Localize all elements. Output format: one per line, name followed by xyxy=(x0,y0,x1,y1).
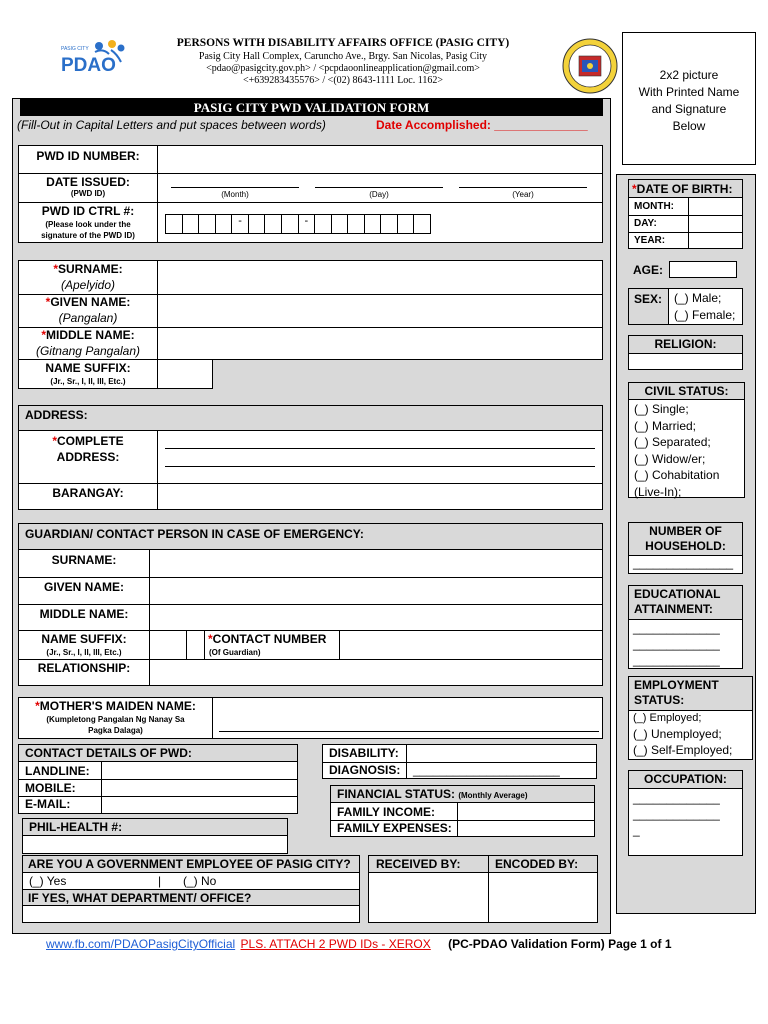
guardian-given-label: GIVEN NAME: xyxy=(43,580,124,594)
middle-name-label: MIDDLE NAME: xyxy=(46,328,135,342)
landline-input[interactable] xyxy=(102,763,298,779)
employment-block xyxy=(628,676,753,760)
guardian-block xyxy=(18,523,603,631)
city-seal-icon xyxy=(562,38,618,94)
form-instructions: (Fill-Out in Capital Letters and put spaces between words) xyxy=(17,118,326,132)
given-name-local: (Pangalan) xyxy=(58,311,118,325)
facebook-link[interactable]: www.fb.com/PDAOPasigCityOfficial xyxy=(46,937,236,951)
contact-number-label: CONTACT NUMBER xyxy=(212,632,327,646)
financial-block xyxy=(330,785,595,837)
mother-maiden-label: MOTHER'S MAIDEN NAME: xyxy=(39,699,196,713)
household-block xyxy=(628,522,743,574)
civil-option-single[interactable]: (_) Single; xyxy=(634,402,689,416)
photo-box-line-1: 2x2 picture xyxy=(659,68,719,82)
ctrl-box[interactable] xyxy=(347,214,365,234)
name-suffix-label: NAME SUFFIX: xyxy=(45,361,131,375)
office-title: PERSONS WITH DISABILITY AFFAIRS OFFICE (PASIG CITY) xyxy=(176,37,510,49)
sex-label: SEX: xyxy=(634,292,663,306)
ctrl-box[interactable] xyxy=(198,214,216,234)
required-star: * xyxy=(35,699,40,713)
required-star: * xyxy=(208,632,213,646)
gov-department-input[interactable] xyxy=(23,907,359,922)
diagnosis-input[interactable]: ______________________ xyxy=(413,763,560,777)
gov-no-option[interactable]: (_) No xyxy=(183,874,217,888)
guardian-surname-label: SURNAME: xyxy=(51,553,117,567)
dob-day-label: DAY: xyxy=(634,218,657,229)
religion-label: RELIGION: xyxy=(629,336,742,354)
education-block xyxy=(628,585,743,669)
contact-details-header: CONTACT DETAILS OF PWD: xyxy=(25,746,192,760)
household-input[interactable]: _______________ xyxy=(633,556,734,570)
pdao-logo-small: PASIG CITY xyxy=(61,46,89,52)
gov-employee-block xyxy=(22,855,360,923)
required-star: * xyxy=(45,295,51,309)
email-input[interactable] xyxy=(102,797,298,813)
education-label-1: EDUCATIONAL xyxy=(634,587,721,601)
date-accomplished[interactable]: Date Accomplished: ______________ xyxy=(376,118,588,132)
photo-box-line-4: Below xyxy=(672,119,706,133)
photo-box xyxy=(622,32,756,165)
ctrl-box[interactable] xyxy=(281,214,299,234)
occupation-line-1[interactable]: _____________ xyxy=(633,791,720,805)
pwd-id-ctrl-sub2: signature of the PWD ID) xyxy=(41,231,135,240)
mother-maiden-input[interactable] xyxy=(213,698,603,738)
given-name-label: GIVEN NAME: xyxy=(50,295,131,309)
middle-name-local: (Gitnang Pangalan) xyxy=(35,344,141,358)
occupation-line-2[interactable]: _____________ xyxy=(633,807,720,821)
age-label: AGE: xyxy=(633,263,663,277)
guardian-suffix-label: NAME SUFFIX: xyxy=(41,632,127,646)
form-title: PASIG CITY PWD VALIDATION FORM xyxy=(20,99,603,116)
contact-details-block xyxy=(18,744,298,814)
relationship-row xyxy=(18,659,603,686)
dob-label: DATE OF BIRTH: xyxy=(636,182,733,196)
barangay-label: BARANGAY: xyxy=(52,486,124,500)
ctrl-box[interactable] xyxy=(314,214,332,234)
pdao-logo-icon xyxy=(55,38,133,80)
employment-self-option[interactable]: (_) Self-Employed; xyxy=(633,743,733,757)
attach-ids-note: PLS. ATTACH 2 PWD IDs - XEROX xyxy=(240,937,431,951)
employment-employed-option[interactable]: (_) Employed; xyxy=(633,712,702,724)
dob-year-label: YEAR: xyxy=(634,235,666,246)
barangay-input[interactable] xyxy=(158,484,603,510)
religion-input[interactable] xyxy=(629,355,742,369)
philhealth-row xyxy=(22,818,288,854)
contact-number-sub: (Of Guardian) xyxy=(209,648,261,657)
employment-label-2: STATUS: xyxy=(634,693,685,707)
education-line-3[interactable]: _____________ xyxy=(633,653,720,667)
office-phone: <+639283435576> / <(02) 8643-1111 Loc. 1162> xyxy=(242,75,444,86)
civil-status-label: CIVIL STATUS: xyxy=(629,383,744,400)
occupation-block xyxy=(628,770,743,856)
education-line-1[interactable]: _____________ xyxy=(633,621,720,635)
ctrl-box[interactable] xyxy=(380,214,398,234)
required-star: * xyxy=(53,262,58,276)
disability-label: DISABILITY: xyxy=(329,746,399,760)
contact-number-input[interactable] xyxy=(339,630,603,660)
occupation-label: OCCUPATION: xyxy=(629,771,742,789)
household-label-2: HOUSEHOLD: xyxy=(645,539,726,553)
sex-block xyxy=(628,288,743,325)
dob-year-input[interactable] xyxy=(689,233,742,249)
age-input[interactable] xyxy=(669,261,737,278)
guardian-surname-input[interactable] xyxy=(150,551,602,577)
gov-department-label: IF YES, WHAT DEPARTMENT/ OFFICE? xyxy=(28,891,252,905)
employment-unemployed-option[interactable]: (_) Unemployed; xyxy=(633,727,722,741)
date-issued-day[interactable]: (Day) xyxy=(369,190,389,199)
guardian-middle-label: MIDDLE NAME: xyxy=(39,607,129,621)
family-expenses-input[interactable] xyxy=(458,821,594,837)
guardian-suffix-input[interactable] xyxy=(150,631,186,659)
sex-male-option[interactable]: (_) Male; xyxy=(674,291,722,305)
received-encoded-block xyxy=(368,855,598,923)
required-star: * xyxy=(52,434,57,448)
pwd-id-ctrl-label: PWD ID CTRL #: xyxy=(41,204,135,218)
guardian-header: GUARDIAN/ CONTACT PERSON IN CASE OF EMERGENCY: xyxy=(25,527,364,541)
mother-maiden-sub1: (Kumpletong Pangalan Ng Nanay Sa xyxy=(46,715,185,724)
pasig-city-seal xyxy=(562,38,618,94)
mobile-input[interactable] xyxy=(102,780,298,796)
religion-block xyxy=(628,335,743,370)
ctrl-box[interactable] xyxy=(165,214,183,234)
name-suffix-row xyxy=(18,359,213,389)
ctrl-box[interactable] xyxy=(397,214,415,234)
pwd-id-ctrl-boxes[interactable] xyxy=(165,214,431,232)
ctrl-dash: - xyxy=(298,214,316,234)
ctrl-box[interactable] xyxy=(413,214,431,234)
occupation-line-3[interactable]: _ xyxy=(633,823,640,837)
dob-month-input[interactable] xyxy=(689,199,742,215)
philhealth-input[interactable] xyxy=(23,837,287,853)
name-suffix-sub: (Jr., Sr., I, II, III, Etc.) xyxy=(50,377,126,386)
family-income-input[interactable] xyxy=(458,804,594,820)
received-by-label: RECEIVED BY: xyxy=(376,857,461,871)
address-block xyxy=(18,405,603,510)
pwd-id-ctrl-sub1: (Please look under the xyxy=(45,220,131,229)
mother-maiden-sub2: Pagka Dalaga) xyxy=(88,726,143,735)
received-by-input[interactable] xyxy=(369,874,488,922)
relationship-label: RELATIONSHIP: xyxy=(37,661,131,675)
middle-name-input[interactable] xyxy=(158,328,603,360)
financial-header-sub: (Monthly Average) xyxy=(458,791,528,800)
civil-option-separated[interactable]: (_) Separated; xyxy=(634,435,711,449)
ctrl-box[interactable] xyxy=(364,214,382,234)
employment-label-1: EMPLOYMENT xyxy=(634,678,719,692)
disability-input[interactable] xyxy=(407,745,597,762)
name-block xyxy=(18,260,603,360)
ctrl-box[interactable] xyxy=(215,214,233,234)
encoded-by-input[interactable] xyxy=(489,874,597,922)
family-expenses-label: FAMILY EXPENSES: xyxy=(337,821,452,835)
civil-option-live-in: (Live-In); xyxy=(634,484,682,499)
given-name-input[interactable] xyxy=(158,295,603,327)
disability-block xyxy=(322,744,597,779)
landline-label: LANDLINE: xyxy=(25,764,90,778)
dob-block xyxy=(628,179,743,249)
civil-option-cohabitation[interactable]: (_) Cohabitation xyxy=(634,468,720,482)
guardian-suffix-sub: (Jr., Sr., I, II, III, Etc.) xyxy=(46,648,122,657)
guardian-given-input[interactable] xyxy=(150,578,602,604)
civil-option-married[interactable]: (_) Married; xyxy=(634,418,697,433)
pdao-logo xyxy=(55,38,133,80)
photo-box-line-3: and Signature xyxy=(651,102,727,116)
household-label-1: NUMBER OF xyxy=(649,524,722,538)
date-issued-sub: (PWD ID) xyxy=(70,189,106,198)
complete-address-label-1: COMPLETE xyxy=(57,434,124,448)
education-label-2: ATTAINMENT: xyxy=(634,602,713,616)
gov-yes-option[interactable]: (_) Yes xyxy=(29,874,67,888)
pwd-id-number-input[interactable] xyxy=(158,146,603,173)
gov-employee-question: ARE YOU A GOVERNMENT EMPLOYEE OF PASIG CITY? xyxy=(28,857,351,871)
encoded-by-label: ENCODED BY: xyxy=(495,857,579,871)
email-label: E-MAIL: xyxy=(25,797,71,811)
surname-input[interactable] xyxy=(158,261,603,294)
ctrl-box[interactable] xyxy=(331,214,349,234)
office-email: <pdao@pasigcity.gov.ph> / <pcpdaoonlineapplication@gmail.com> xyxy=(206,63,480,74)
family-income-label: FAMILY INCOME: xyxy=(337,805,436,819)
relationship-input[interactable] xyxy=(150,660,602,685)
financial-header: FINANCIAL STATUS: xyxy=(337,787,455,801)
complete-address-input[interactable] xyxy=(158,432,603,483)
complete-address-label-2: ADDRESS: xyxy=(56,450,120,464)
ctrl-dash: - xyxy=(231,214,249,234)
surname-local: (Apelyido) xyxy=(60,278,116,292)
philhealth-label: PHIL-HEALTH #: xyxy=(29,820,123,834)
education-line-2[interactable]: _____________ xyxy=(633,637,720,651)
pwd-id-number-label: PWD ID NUMBER: xyxy=(36,149,140,163)
date-issued-month[interactable]: (Month) xyxy=(221,190,249,199)
required-star: * xyxy=(632,182,637,196)
ctrl-box[interactable] xyxy=(182,214,200,234)
date-issued-label: DATE ISSUED: xyxy=(46,175,130,189)
ctrl-box[interactable] xyxy=(248,214,266,234)
guardian-suffix-row xyxy=(18,630,340,660)
address-header: ADDRESS: xyxy=(25,408,88,422)
office-address: Pasig City Hall Complex, Caruncho Ave., Brgy. San Nicolas, Pasig City xyxy=(198,51,488,62)
civil-status-block xyxy=(628,382,745,498)
pwd-id-block xyxy=(18,145,603,243)
dob-month-label: MONTH: xyxy=(634,201,674,212)
sex-female-option[interactable]: (_) Female; xyxy=(674,308,736,322)
guardian-middle-input[interactable] xyxy=(150,605,602,631)
civil-option-widow[interactable]: (_) Widow/er; xyxy=(634,451,706,466)
ctrl-box[interactable] xyxy=(264,214,282,234)
mother-maiden-row xyxy=(18,697,603,739)
diagnosis-label: DIAGNOSIS: xyxy=(329,763,401,777)
pdao-logo-text: PDAO xyxy=(61,55,116,76)
photo-box-line-2: With Printed Name xyxy=(638,85,740,99)
page-indicator: (PC-PDAO Validation Form) Page 1 of 1 xyxy=(448,937,672,951)
mobile-label: MOBILE: xyxy=(25,781,76,795)
name-suffix-input[interactable] xyxy=(158,360,213,388)
required-star: * xyxy=(41,328,46,342)
gov-option-separator: | xyxy=(158,874,162,888)
dob-day-input[interactable] xyxy=(689,216,742,232)
surname-label: SURNAME: xyxy=(58,262,123,276)
date-issued-year[interactable]: (Year) xyxy=(512,190,534,199)
